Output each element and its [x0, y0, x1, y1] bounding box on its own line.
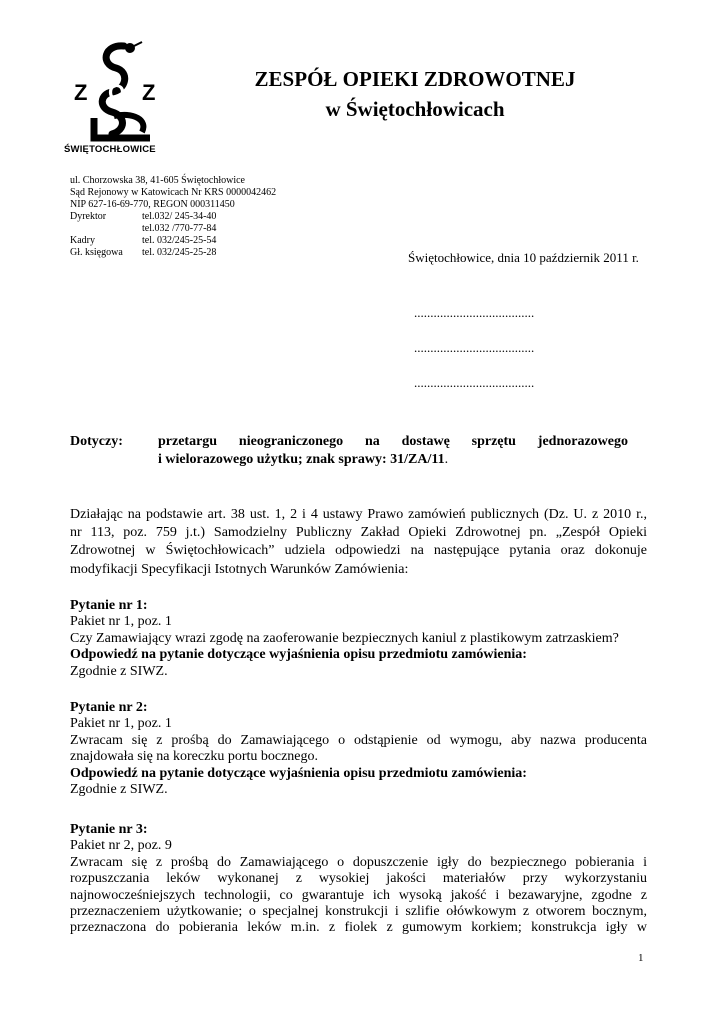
contact-label: Gł. księgowa: [70, 247, 123, 258]
intro-line: nr 113, poz. 759 j.t.) Samodzielny Publiczny Zakład Opieki Zdrowotnej pn. „Zespół Opieki: [70, 525, 647, 541]
answer-text: Zgodnie z SIWZ.: [70, 663, 168, 679]
answer-heading: Odpowiedź na pytanie dotyczące wyjaśnienia opisu przedmiotu zamówienia:: [70, 765, 527, 781]
contact-row: [70, 211, 276, 223]
address-line: ul. Chorzowska 38, 41-605 Świętochłowice: [70, 175, 245, 186]
recipient-line: .....................................: [414, 340, 535, 355]
question-body: znajdowała się na koreczku portu bocznego.: [70, 749, 319, 765]
court-line: Sąd Rejonowy w Katowicach Nr KRS 0000042462: [70, 187, 277, 198]
subject-label: Dotyczy:: [70, 434, 123, 449]
question-heading: Pytanie nr 2:: [70, 700, 148, 715]
question-heading: Pytanie nr 1:: [70, 598, 148, 613]
subject-line-2-text: i wielorazowego użytku; znak sprawy: 31/ZA/11: [158, 452, 445, 467]
answer-heading: Odpowiedź na pytanie dotyczące wyjaśnienia opisu przedmiotu zamówienia:: [70, 647, 527, 663]
question-body: Zwracam się z prośbą do Zamawiającego o dopuszczenie igły do bezpiecznego pobierania i: [70, 854, 647, 870]
page-number: 1: [638, 952, 644, 964]
answer-text: Zgodnie z SIWZ.: [70, 782, 168, 798]
contact-label: [70, 223, 142, 235]
contact-row: [70, 247, 276, 259]
subject-period: .: [444, 452, 449, 467]
question-heading: Pytanie nr 3:: [70, 822, 148, 837]
question-2: [70, 700, 647, 798]
svg-text:Z: Z: [142, 80, 156, 105]
question-package: Pakiet nr 2, poz. 9: [70, 838, 172, 854]
question-package: Pakiet nr 1, poz. 1: [70, 614, 172, 630]
contact-label: Kadry: [70, 235, 95, 246]
intro-paragraph: [70, 506, 647, 579]
subject-line-2: [158, 451, 628, 469]
question-body: Zwracam się z prośbą do Zamawiającego o odstąpienie od wymogu, aby nazwa producenta: [70, 732, 647, 748]
zoz-logo-icon: [64, 38, 174, 148]
institution-title: ZESPÓŁ OPIEKI ZDROWOTNEJ: [254, 67, 576, 91]
logo-caption: ŚWIĘTOCHŁOWICE: [64, 144, 156, 155]
nip-line: NIP 627-16-69-770, REGON 000311450: [70, 199, 235, 210]
contact-row: [70, 223, 276, 235]
question-3: [70, 822, 647, 937]
contact-phone: tel.032/ 245-34-40: [142, 211, 217, 222]
question-body: przeznaczeniem użytkowanie; o specjalnej konstrukcji i szlifie ołówkowym z otworem bocznym,: [70, 904, 647, 920]
logo: [64, 38, 174, 158]
subject-line-1: przetargu nieograniczonego na dostawę sprzętu jednorazowego: [158, 434, 628, 449]
letter-date: Świętochłowice, dnia 10 październik 2011 r.: [408, 250, 639, 265]
question-package: Pakiet nr 1, poz. 1: [70, 716, 172, 732]
question-1: [70, 598, 647, 680]
contact-phone: tel. 032/245-25-54: [142, 235, 217, 246]
intro-line: modyfikacji Specyfikacji Istotnych Warunków Zamówienia:: [70, 561, 409, 577]
institution-subtitle: w Świętochłowicach: [325, 97, 505, 121]
intro-line: Działając na podstawie art. 38 ust. 1, 2 i 4 ustawy Prawo zamówień publicznych (Dz. U. z 2010 r.,: [70, 507, 647, 522]
contact-row: [70, 235, 276, 247]
intro-line: Zdrowotnej w Świętochłowicach” udziela odpowiedzi na następujące pytania oraz dokonuje: [70, 543, 647, 559]
question-body: rozpuszczania leków wykonanej z wysokiej jakości materiałów przy wykorzystaniu: [70, 871, 647, 887]
svg-text:O: O: [108, 80, 126, 105]
svg-text:Z: Z: [74, 80, 88, 105]
contact-phone: tel. 032/245-25-28: [142, 247, 217, 258]
question-body: najnowocześniejszych technologii, co gwarantuje ich wysoką jakość i bezawaryjne, zgodne z: [70, 887, 647, 903]
recipient-line: .....................................: [414, 305, 535, 320]
question-body: Czy Zamawiający wrazi zgodę na zaoferowanie bezpiecznych kaniul z plastikowym zatrzaskiem?: [70, 630, 619, 646]
recipient-line: .....................................: [414, 375, 535, 390]
contact-label: Dyrektor: [70, 211, 107, 222]
contact-phone: tel.032 /770-77-84: [142, 223, 217, 234]
question-body: przeznaczona do pobierania leków m.in. z fiolek z gumowym korkiem; konstrukcja igły w: [70, 920, 647, 936]
contact-block: [70, 175, 276, 259]
